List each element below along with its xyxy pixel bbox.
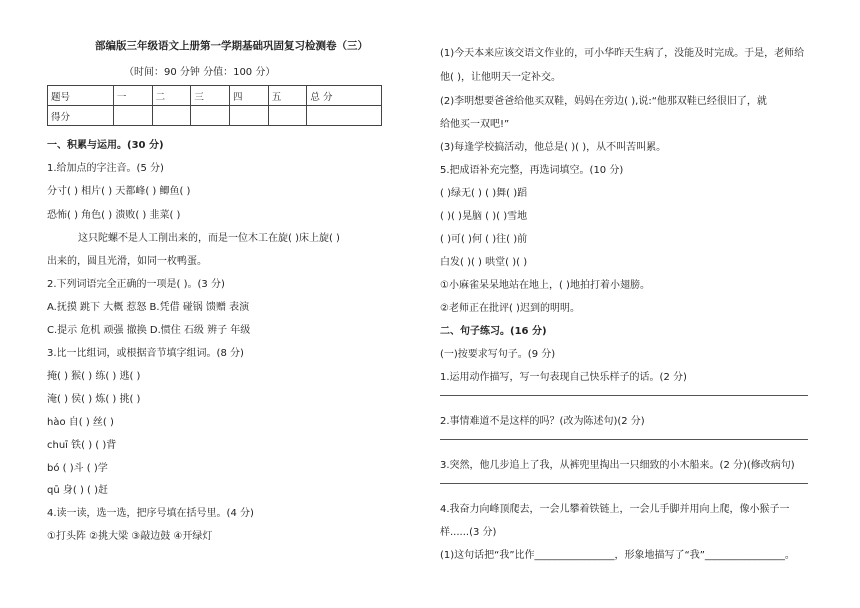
table-cell[interactable]	[230, 106, 269, 126]
table-cell: 得分	[48, 106, 114, 126]
question-text: ②老师正在批评( )迟到的明明。	[440, 303, 580, 314]
question-text: 出来的，圆且光滑，如同一枚鸭蛋。	[47, 256, 207, 267]
question-text: 2.事情难道不是这样的吗？(改为陈述句)(2 分)	[440, 416, 645, 427]
table-cell[interactable]	[191, 106, 230, 126]
table-cell: 一	[113, 86, 152, 106]
question-text: ( )绿无( ) ( )舞( )蹈	[440, 188, 528, 199]
section-heading: 二、句子练习。(16 分)	[440, 326, 547, 337]
question-text: hào 自( ) 丝( )	[47, 417, 114, 428]
exam-title: 部编版三年级语文上册第一学期基础巩固复习检测卷（三）	[95, 40, 368, 52]
question-text: 3.突然，他几步追上了我，从裤兜里掏出一只细致的小木船来。(2 分)(修改病句)	[440, 460, 795, 471]
question-text: (1)今天本来应该交语文作业的，可小华昨天生病了，没能及时完成。于是，老师给	[440, 48, 805, 59]
section-heading: 一、积累与运用。(30 分)	[47, 140, 164, 151]
question-text: ( )可( )何 ( )往( )前	[440, 234, 528, 245]
question-text: 4.我奋力向峰顶爬去，一会儿攀着铁链上，一会儿手脚并用向上爬，像小猴子一	[440, 504, 790, 515]
question-text: ①小麻雀呆呆地站在地上，( )地拍打着小翅膀。	[440, 280, 650, 291]
question-text: 5.把成语补充完整，再选词填空。(10 分)	[440, 165, 624, 176]
table-row	[48, 86, 382, 106]
answer-line[interactable]	[440, 395, 808, 396]
question-text: (3)每逢学校搞活动，他总是( )( )，从不叫苦叫累。	[440, 142, 667, 153]
question-text: 3.比一比组词，或根据音节填字组词。(8 分)	[47, 348, 244, 359]
table-cell: 五	[268, 86, 307, 106]
question-text: bó ( )斗 ( )学	[47, 463, 108, 474]
answer-line[interactable]	[440, 483, 808, 484]
question-text: 1.给加点的字注音。(5 分)	[47, 163, 164, 174]
table-cell[interactable]	[268, 106, 307, 126]
question-text: (2)李明想要爸爸给他买双鞋，妈妈在旁边( ),说:“他那双鞋已经很旧了，就	[440, 96, 767, 107]
table-cell[interactable]	[307, 106, 382, 126]
question-text: ①打头阵 ②挑大梁 ③敲边鼓 ④开绿灯	[47, 531, 213, 542]
question-text: (1)这句话把“我”比作________________，形象地描写了“我”________________。	[440, 550, 795, 561]
question-text: ( )( )晃脑 ( )( )雪地	[440, 211, 528, 222]
question-text: A.抚摸 跳下 大概 惹怒 B.凭借 碰锅 馈赠 表演	[47, 302, 250, 313]
question-text: 恐怖( ) 角色( ) 溃败( ) 韭菜( )	[47, 210, 181, 221]
table-cell[interactable]	[152, 106, 191, 126]
table-cell[interactable]	[113, 106, 152, 126]
question-text: 分寸( ) 相片( ) 天都峰( ) 鲫鱼( )	[47, 186, 191, 197]
answer-line[interactable]	[440, 439, 808, 440]
table-cell: 三	[191, 86, 230, 106]
table-cell: 二	[152, 86, 191, 106]
table-cell: 题号	[48, 86, 114, 106]
question-text: 淹( ) 侯( ) 炼( ) 挑( )	[47, 394, 141, 405]
question-text: 白发( )( ) 哄堂( )( )	[440, 257, 528, 268]
score-table	[47, 85, 382, 126]
exam-subtitle: （时间：90 分钟 分值：100 分）	[124, 67, 276, 78]
question-text: C.提示 危机 顽强 撤换 D.惯住 石级 辨子 年级	[47, 325, 251, 336]
table-cell: 总 分	[307, 86, 382, 106]
question-text: qū 身( ) ( )赶	[47, 485, 109, 496]
question-text: 他( )，让他明天一定补交。	[440, 72, 561, 83]
question-text: 掩( ) 猴( ) 练( ) 逃( )	[47, 371, 141, 382]
question-text: (一)按要求写句子。(9 分)	[440, 349, 556, 360]
table-row	[48, 106, 382, 126]
question-text: 1.运用动作描写，写一句表现自己快乐样子的话。(2 分)	[440, 372, 687, 383]
question-text: 给他买一双吧!”	[440, 119, 510, 130]
question-text: 这只陀螺不是人工削出来的，而是一位木工在旋( )床上旋( )	[78, 233, 340, 244]
question-text: 2.下列词语完全正确的一项是( )。(3 分)	[47, 279, 225, 290]
question-text: 样......(3 分)	[440, 527, 497, 538]
question-text: chuī 铁( ) ( )背	[47, 440, 117, 451]
table-cell: 四	[230, 86, 269, 106]
question-text: 4.读一读，选一选，把序号填在括号里。(4 分)	[47, 508, 254, 519]
